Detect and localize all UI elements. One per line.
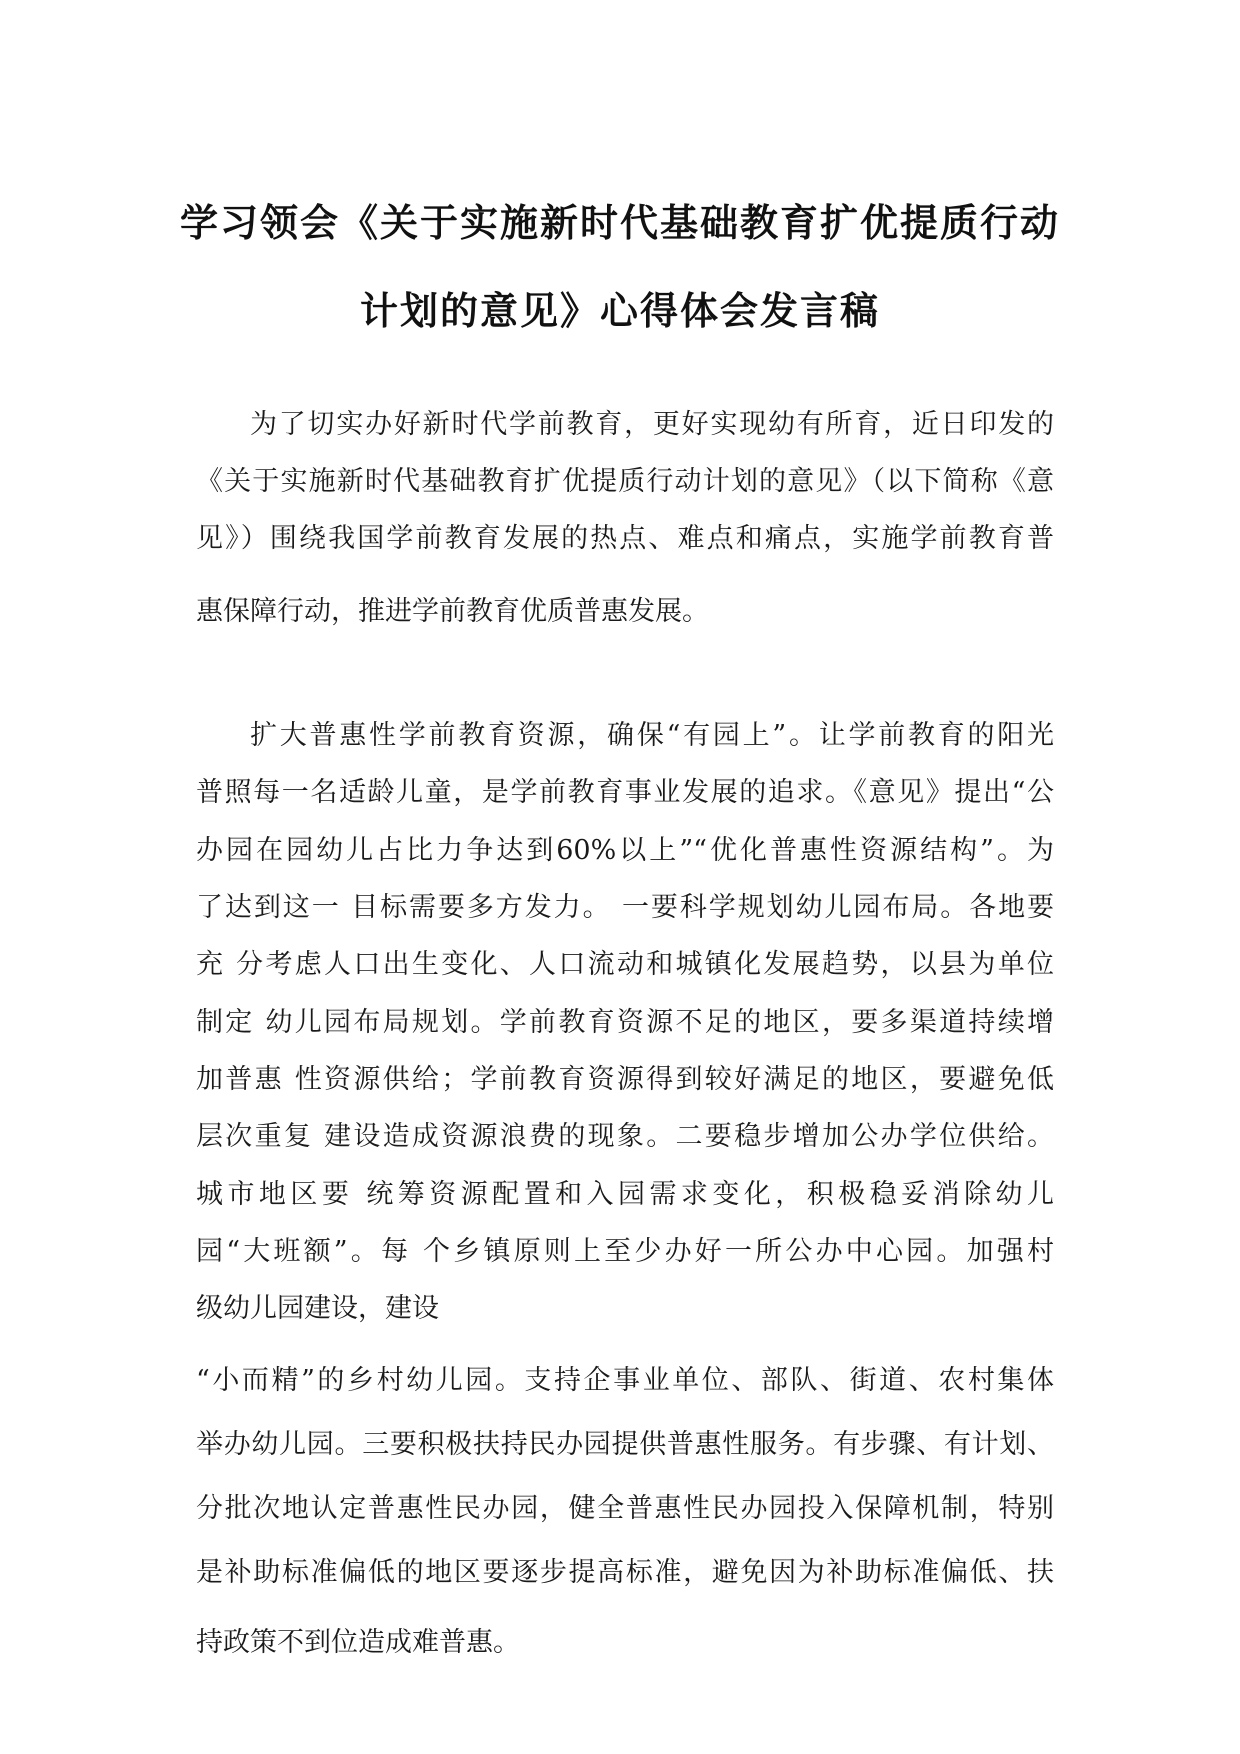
paragraph-2-line: “小而精”的乡村幼儿园。支持企事业单位、部队、街道、农村集体	[196, 1365, 1054, 1396]
paragraph-1-line: 惠保障行动，推进学前教育优质普惠发展。	[196, 596, 709, 627]
paragraph-2-line: 了达到这一 目标需要多方发力。 一要科学规划幼儿园布局。各地要	[196, 892, 1054, 923]
paragraph-2-line: 城市地区要 统筹资源配置和入园需求变化，积极稳妥消除幼儿	[196, 1179, 1054, 1210]
document-title-line-2: 计划的意见》心得体会发言稿	[359, 289, 880, 333]
paragraph-2-line: 层次重复 建设造成资源浪费的现象。二要稳步增加公办学位供给。	[196, 1121, 1054, 1152]
paragraph-2-line: 是补助标准偏低的地区要逐步提高标准，避免因为补助标准偏低、扶	[196, 1557, 1054, 1588]
paragraph-1-line: 《关于实施新时代基础教育扩优提质行动计划的意见》（以下简称《意	[196, 466, 1054, 497]
paragraph-2-line: 办园在园幼儿占比力争达到60%以上”“优化普惠性资源结构”。为	[196, 835, 1054, 866]
paragraph-2-line: 级幼儿园建设，建设	[196, 1293, 439, 1324]
paragraph-2-line: 持政策不到位造成难普惠。	[196, 1627, 520, 1658]
paragraph-2-line: 充 分考虑人口出生变化、人口流动和城镇化发展趋势，以县为单位	[196, 949, 1054, 980]
paragraph-2-line: 园“大班额”。每 个乡镇原则上至少办好一所公办中心园。加强村	[196, 1236, 1054, 1267]
paragraph-2-line: 举办幼儿园。三要积极扶持民办园提供普惠性服务。有步骤、有计划、	[196, 1429, 1054, 1460]
document-title-line-1: 学习领会《关于实施新时代基础教育扩优提质行动	[179, 201, 1060, 245]
paragraph-2-line: 制定 幼儿园布局规划。学前教育资源不足的地区，要多渠道持续增	[196, 1007, 1054, 1038]
paragraph-2-line: 扩大普惠性学前教育资源，确保“有园上”。让学前教育的阳光	[250, 720, 1054, 751]
paragraph-2-line: 分批次地认定普惠性民办园，健全普惠性民办园投入保障机制，特别	[196, 1493, 1054, 1524]
paragraph-1-line: 见》）围绕我国学前教育发展的热点、难点和痛点，实施学前教育普	[196, 523, 1054, 554]
paragraph-1-line: 为了切实办好新时代学前教育，更好实现幼有所育，近日印发的	[250, 409, 1054, 440]
paragraph-2-line: 加普惠 性资源供给；学前教育资源得到较好满足的地区，要避免低	[196, 1064, 1054, 1095]
paragraph-2-line: 普照每一名适龄儿童，是学前教育事业发展的追求。《意见》提出“公	[196, 777, 1054, 808]
